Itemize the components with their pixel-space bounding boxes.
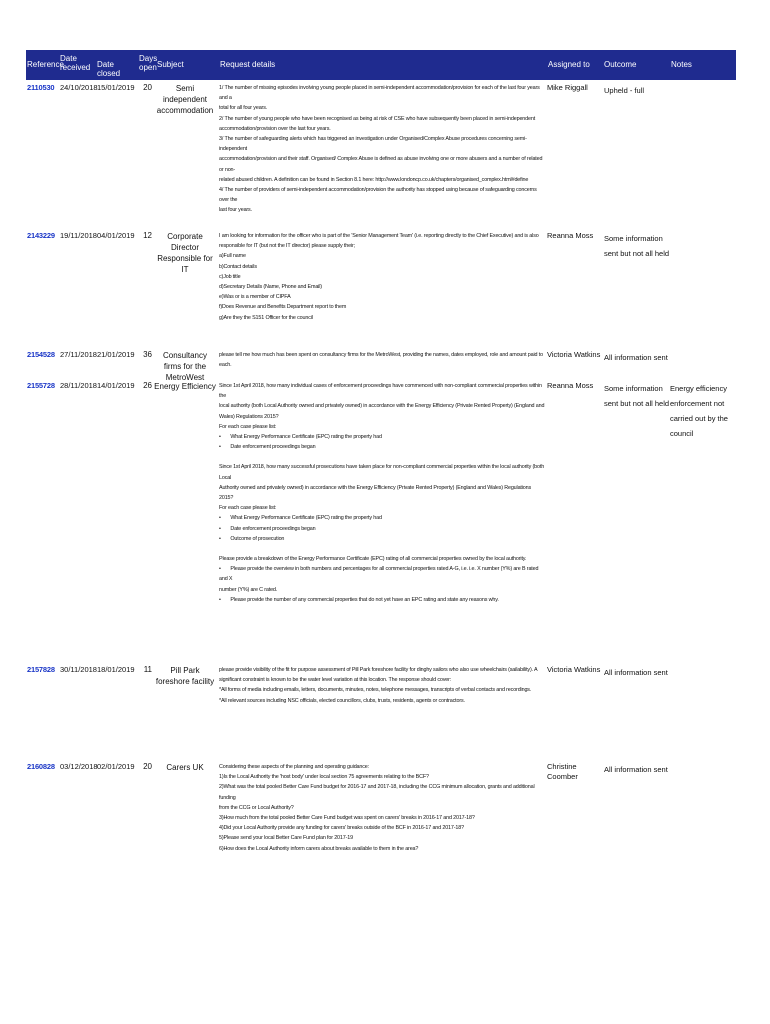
request-line: • What Energy Performance Certificate (EPC) rating the property had — [219, 513, 545, 523]
days-open-cell: 26 — [143, 381, 152, 390]
date-closed-cell: 04/01/2019 — [97, 231, 135, 240]
header-days-open: Days open — [139, 54, 158, 72]
date-closed-cell: 18/01/2019 — [97, 665, 135, 674]
date-received-cell: 28/11/2018 — [60, 381, 97, 390]
header-assigned-to: Assigned to — [548, 60, 590, 69]
outcome-cell: All information sent — [604, 668, 668, 677]
outcome-cell: Some information sent but not all held — [604, 384, 670, 408]
request-line: g)Are they the S151 Officer for the council — [219, 314, 313, 321]
date-closed-cell: 15/01/2019 — [97, 83, 135, 92]
header-subject: Subject — [157, 60, 184, 69]
request-line: last four years. — [219, 207, 252, 214]
request-line: • Outcome of prosecution — [219, 534, 545, 544]
request-line: Wales) Regulations 2015? — [219, 413, 279, 420]
reference-cell[interactable]: 2110530 — [27, 83, 55, 92]
request-line: b)Contact details — [219, 263, 257, 270]
outcome-cell: All information sent — [604, 765, 668, 774]
request-line: c)Job title — [219, 273, 241, 280]
request-line: • Please provide the overview in both numbers and percentages for all commercial properties rated A-G, i.e. i.e. X number (Y%) are B rated and X — [219, 564, 545, 584]
date-closed-cell: 14/01/2019 — [97, 381, 135, 390]
request-line: • Date enforcement proceedings began — [219, 524, 545, 534]
request-details-cell — [219, 665, 545, 706]
days-open-cell: 20 — [143, 83, 152, 92]
request-details-cell — [219, 350, 545, 370]
header-date-closed: Date closed — [97, 60, 121, 78]
request-line: Considering these aspects of the planning and operating guidance: — [219, 764, 369, 770]
date-received-cell: 03/12/2018 — [60, 762, 98, 771]
reference-cell[interactable]: 2157828 — [27, 665, 55, 674]
assigned-to-cell: Reanna Moss — [547, 381, 594, 390]
request-line: For each case please list: — [219, 505, 277, 512]
request-line: related abused children. A definition can be found in Section 8.1 here: http://www.londoncp.co.uk/chapters/organised_complex.html#define — [219, 176, 529, 183]
request-details-cell — [219, 231, 545, 323]
request-line: Please provide a breakdown of the Energy Performance Certificate (EPC) rating of all commercial properties owned by the local authority. — [219, 556, 527, 563]
request-line: responsible for IT (but not the IT director) please supply their; — [219, 243, 355, 250]
request-line: 1)Is the Local Authority the 'host body' under local section 75 agreements relating to the BCF? — [219, 774, 429, 781]
request-line: Authority owned and privately owned) in accordance with the Energy Efficiency (Private Rented Property) (England and Wales) Regulations 2015? — [219, 484, 532, 502]
subject-cell: Consultancy firms for the MetroWest — [162, 351, 208, 382]
request-line: *All forms of media including emails, letters, documents, minutes, notes, telephone messages, transcripts of verbal contacts and recordings. — [219, 687, 532, 694]
request-details-cell — [219, 762, 545, 854]
request-line: 4)Did your Local Authority provide any funding for carers' breaks outside of the BCF in 2016-17 and 2017-18? — [219, 825, 464, 832]
request-line: total for all four years. — [219, 105, 268, 112]
request-line: 5)Please send your local Better Care Fund plan for 2017-19 — [219, 835, 353, 842]
request-line: a)Full name — [219, 253, 246, 260]
request-line: 1/ The number of missing episodes involving young people placed in semi-independent accommodation/provision for each of the last four years and a — [219, 85, 540, 102]
subject-cell: Semi independent accommodation — [156, 84, 214, 115]
date-received-cell: 30/11/2018 — [60, 665, 97, 674]
request-line: please tell me how much has been spent on consultancy firms for the MetroWest, providing the names, dates employed, role and amount paid to each. — [219, 352, 543, 369]
header-reference: Reference — [27, 60, 64, 69]
reference-cell[interactable]: 2143229 — [27, 231, 55, 240]
subject-cell: Energy Efficiency — [154, 382, 216, 391]
request-line: Since 1st April 2018, how many successful prosecutions have taken place for non-compliant commercial properties within the local authority (both Local — [219, 464, 545, 481]
subject-cell: Pill Park foreshore facility — [155, 666, 215, 686]
outcome-cell: All information sent — [604, 353, 668, 362]
assigned-to-cell: Victoria Watkins — [547, 665, 601, 674]
days-open-cell: 20 — [143, 762, 152, 771]
request-line: from the CCG or Local Authority? — [219, 804, 294, 811]
request-line: please provide visibility of the fit for purpose assessment of Pill Park foreshore facility for dinghy sailors who also use wheelchairs (sailability). A — [219, 667, 538, 673]
days-open-cell: 11 — [143, 665, 152, 674]
request-line: 4/ The number of providers of semi-independent accommodation/provision the authority has stopped using because of safeguarding concerns over the — [219, 187, 537, 204]
request-line — [219, 452, 545, 462]
request-line — [219, 544, 545, 554]
reference-cell[interactable]: 2155728 — [27, 381, 55, 390]
assigned-to-cell: Victoria Watkins — [547, 350, 601, 359]
reference-cell[interactable]: 2160828 — [27, 762, 55, 771]
request-line: 3)How much from the total pooled Better Care Fund budget was spent on carers' breaks in 2016-17 and 2017-18? — [219, 815, 475, 822]
request-line: 2/ The number of young people who have been recognised as being at risk of CSE who have subsequently been placed in semi-independent — [219, 115, 536, 122]
request-line: d)Secretary Details (Name, Phone and Email) — [219, 284, 322, 291]
request-line: f)Does Revenue and Benefits Department report to them — [219, 304, 347, 311]
assigned-to-cell: Christine Coomber — [547, 762, 578, 781]
request-line: local authority (both Local Authority owned and privately owned) in accordance with the Energy Efficiency (Private Rented Property) (England and — [219, 403, 545, 410]
days-open-cell: 12 — [143, 231, 152, 240]
request-line: accommodation/provision over the last four years. — [219, 125, 331, 132]
header-outcome: Outcome — [604, 60, 637, 69]
header-notes: Notes — [671, 60, 692, 69]
date-received-cell: 24/10/2018 — [60, 83, 98, 92]
request-details-cell — [219, 381, 545, 605]
request-line: *All relevant sources including NSC officials, elected councillors, clubs, trusts, residents, agents or contractors. — [219, 697, 465, 704]
request-line: 3/ The number of safeguarding alerts which has triggered an investigation under Organised/Complex Abuse procedures concerning semi-independent — [219, 136, 527, 153]
date-received-cell: 27/11/2018 — [60, 350, 97, 359]
days-open-cell: 36 — [143, 350, 152, 359]
date-closed-cell: 21/01/2019 — [97, 350, 135, 359]
subject-cell: Corporate Director Responsible for IT — [157, 232, 213, 274]
request-line: e)Was or is a member of CIPFA — [219, 294, 291, 301]
reference-cell[interactable]: 2154528 — [27, 350, 55, 359]
date-closed-cell: 02/01/2019 — [97, 762, 135, 771]
outcome-cell: Some information sent but not all held — [604, 234, 670, 258]
header-date-received: Date received — [60, 54, 91, 72]
header-request-details: Request details — [220, 60, 276, 69]
request-line: • Please provide the number of any commercial properties that do not yet have an EPC rating and state any reasons why. — [219, 595, 545, 605]
request-line: I am looking for information for the officer who is part of the 'Senior Management Team' (i.e. reporting directly to the Chief Executive) and is also — [219, 233, 539, 239]
request-details-cell — [219, 83, 545, 216]
request-line: accommodation/provision and their staff. Organised/ Complex Abuse is defined as abuse involving one or more abusers and a number of related or non- — [219, 156, 543, 173]
notes-cell: Energy efficiency enforcement not carried out by the council — [670, 384, 728, 438]
outcome-cell: Upheld - full — [604, 86, 645, 95]
request-line: For each case please list: — [219, 423, 277, 430]
request-line: 6)How does the Local Authority inform carers about breaks available to them in the area? — [219, 845, 419, 852]
subject-cell: Carers UK — [166, 763, 204, 772]
request-line: • Date enforcement proceedings began — [219, 442, 545, 452]
table-header — [26, 50, 736, 80]
request-line: Since 1st April 2018, how many individual cases of enforcement proceedings have commenced with non-compliant commercial properties within the — [219, 383, 542, 400]
request-line: number (Y%) are C rated. — [219, 586, 278, 593]
request-line: significant constraint is known to be the water level variation at this location. The response should cover: — [219, 677, 452, 684]
date-received-cell: 19/11/2018 — [60, 231, 97, 240]
request-line: • What Energy Performance Certificate (EPC) rating the property had — [219, 432, 545, 442]
assigned-to-cell: Reanna Moss — [547, 231, 594, 240]
assigned-to-cell: Mike Riggall — [547, 83, 588, 92]
request-line: 2)What was the total pooled Better Care Fund budget for 2016-17 and 2017-18, including the CCG minimum allocation, grants and additional funding — [219, 784, 535, 801]
